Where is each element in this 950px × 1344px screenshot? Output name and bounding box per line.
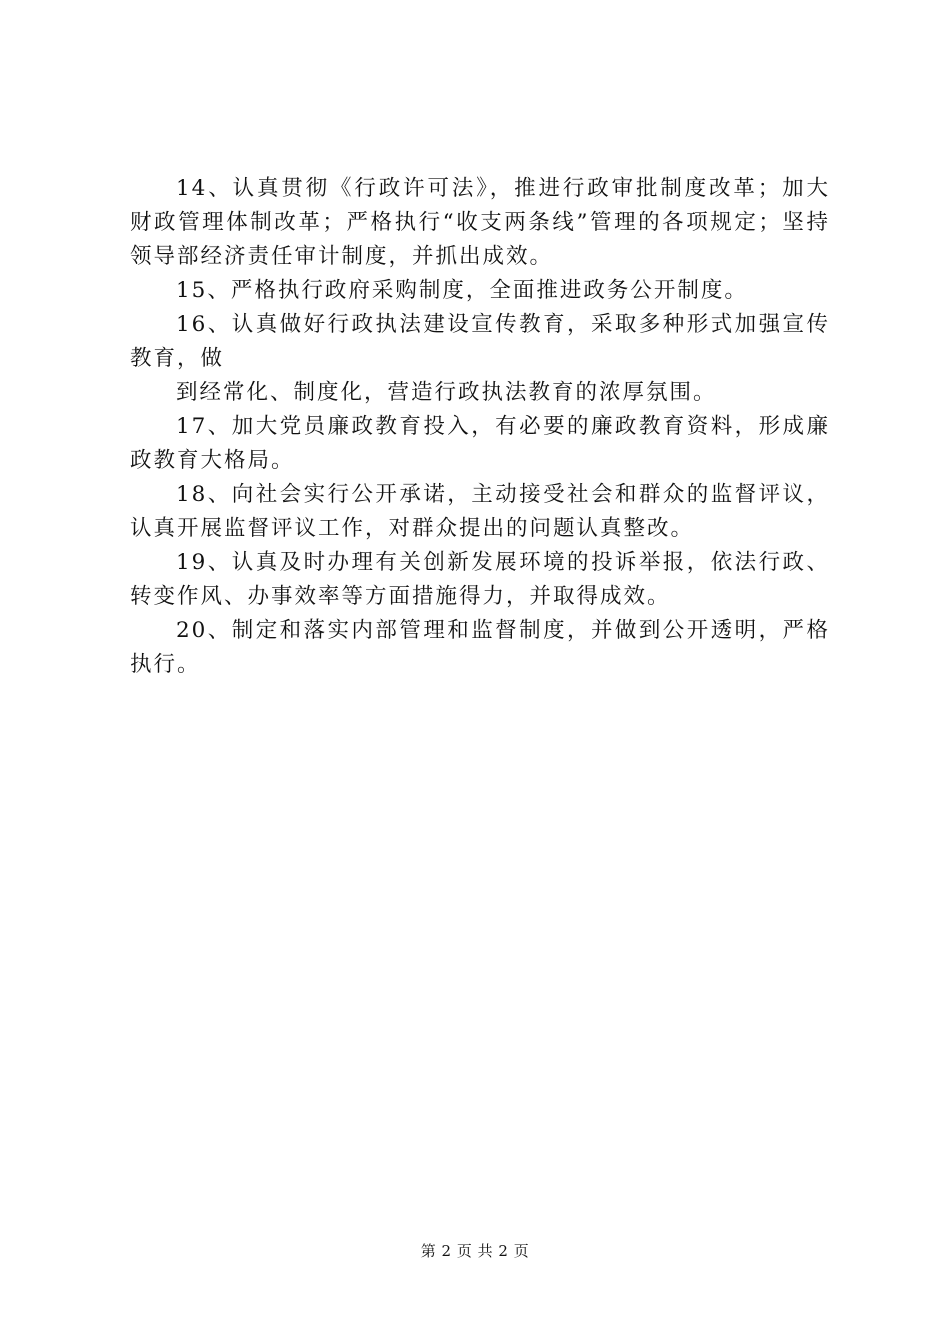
paragraph-17: 17、加大党员廉政教育投入，有必要的廉政教育资料，形成廉政教育大格局。	[130, 414, 830, 473]
paragraph-16: 16、认真做好行政执法建设宣传教育，采取多种形式加强宣传教育，做	[130, 312, 830, 371]
paragraph-18: 18、向社会实行公开承诺，主动接受社会和群众的监督评议，认真开展监督评议工作，对群众提出的问题认真整改。	[130, 482, 830, 541]
paragraph-14: 14、认真贯彻《行政许可法》，推进行政审批制度改革；加大财政管理体制改革；严格执行“收支两条线”管理的各项规定；坚持领导部经济责任审计制度，并抓出成效。	[130, 176, 830, 269]
paragraph-16-continued: 到经常化、制度化，营造行政执法教育的浓厚氛围。	[176, 380, 717, 405]
paragraph-19: 19、认真及时办理有关创新发展环境的投诉举报，依法行政、转变作风、办事效率等方面措施得力，并取得成效。	[130, 550, 830, 609]
paragraph-20: 20、制定和落实内部管理和监督制度，并做到公开透明，严格执行。	[130, 618, 830, 677]
paragraph-15: 15、严格执行政府采购制度，全面推进政务公开制度。	[176, 278, 748, 303]
document-body	[130, 172, 830, 682]
page-number-footer: 第 2 页 共 2 页	[420, 1242, 530, 1260]
